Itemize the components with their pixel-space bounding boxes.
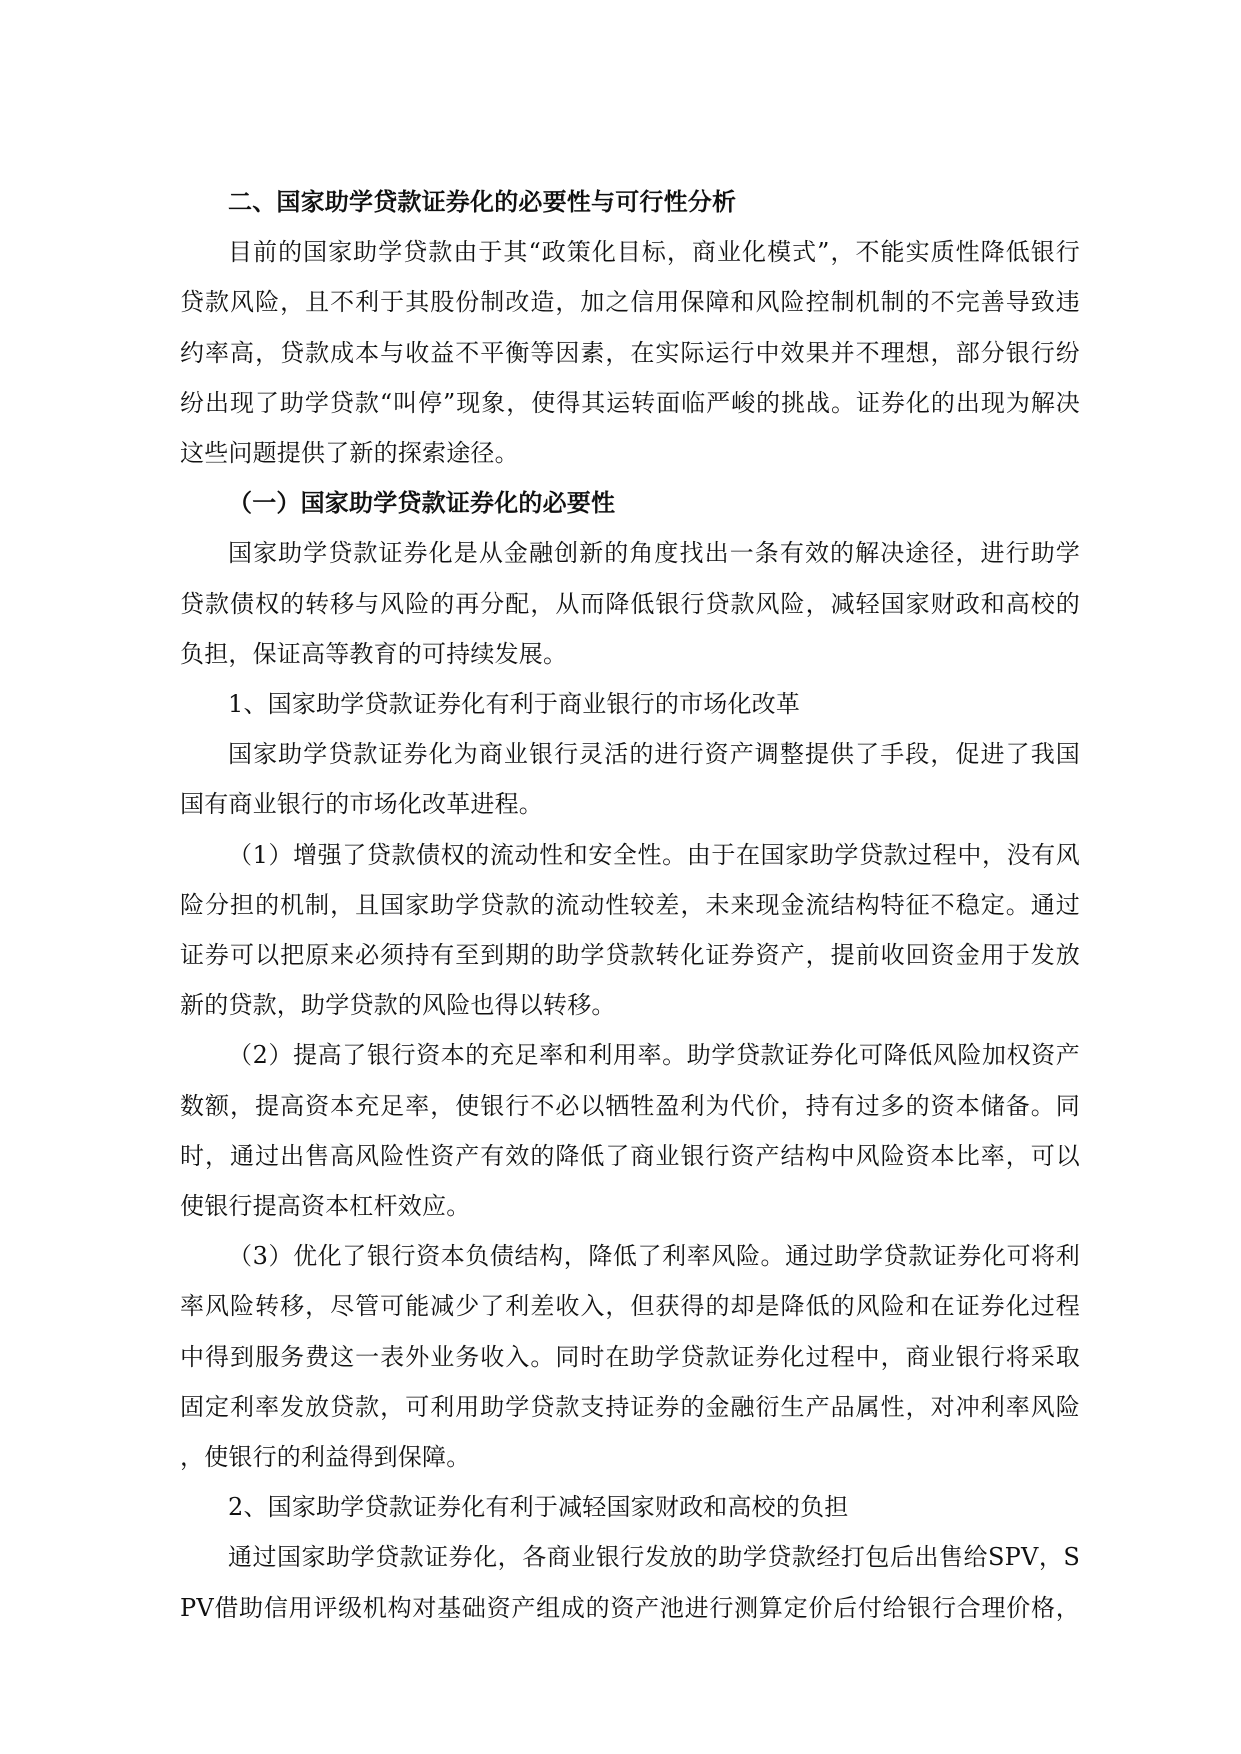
text-line-p3-2: 国有商业银行的市场化改革进程。 [180,790,543,818]
text-line-p4-3: 证券可以把原来必须持有至到期的助学贷款转化证券资产，提前收回资金用于发放 [180,941,1080,969]
text-line-p2-1: 国家助学贷款证券化是从金融创新的角度找出一条有效的解决途径，进行助学 [228,539,1080,567]
text-line-p3-1: 国家助学贷款证券化为商业银行灵活的进行资产调整提供了手段，促进了我国 [228,740,1080,768]
text-line-p6-4: 固定利率发放贷款，可利用助学贷款支持证券的金融衍生产品属性，对冲利率风险 [180,1393,1080,1421]
text-line-p4-1: （1）增强了贷款债权的流动性和安全性。由于在国家助学贷款过程中，没有风 [228,841,1080,869]
text-line-p4-2: 险分担的机制，且国家助学贷款的流动性较差，未来现金流结构特征不稳定。通过 [180,891,1080,919]
text-line-p4-4: 新的贷款，助学贷款的风险也得以转移。 [180,991,616,1019]
section-heading-h3: （一）国家助学贷款证券化的必要性 [228,488,616,517]
text-line-p5-1: （2）提高了银行资本的充足率和利用率。助学贷款证券化可降低风险加权资产 [228,1041,1080,1069]
text-line-p6-1: （3）优化了银行资本负债结构，降低了利率风险。通过助学贷款证券化可将利 [228,1242,1080,1270]
text-line-p1-1: 目前的国家助学贷款由于其“政策化目标，商业化模式”，不能实质性降低银行 [228,238,1080,266]
text-line-p5-4: 使银行提高资本杠杆效应。 [180,1192,471,1220]
text-line-p6-2: 率风险转移，尽管可能减少了利差收入，但获得的却是降低的风险和在证券化过程 [180,1292,1080,1320]
text-line-p7-1: 通过国家助学贷款证券化，各商业银行发放的助学贷款经打包后出售给SPV，S [228,1543,1080,1571]
text-line-p1-5: 这些问题提供了新的探索途径。 [180,439,519,467]
subsection-heading-s1: 1、国家助学贷款证券化有利于商业银行的市场化改革 [228,690,801,718]
text-line-p1-2: 贷款风险，且不利于其股份制改造，加之信用保障和风险控制机制的不完善导致违 [180,288,1080,316]
text-line-p6-5: ，使银行的利益得到保障。 [180,1443,471,1471]
subsection-heading-s2: 2、国家助学贷款证券化有利于减轻国家财政和高校的负担 [228,1493,849,1521]
section-heading-h2: 二、国家助学贷款证券化的必要性与可行性分析 [228,187,737,216]
text-line-p2-3: 负担，保证高等教育的可持续发展。 [180,640,568,668]
text-line-p1-3: 约率高，贷款成本与收益不平衡等因素，在实际运行中效果并不理想，部分银行纷 [180,339,1080,367]
text-line-p1-4: 纷出现了助学贷款“叫停”现象，使得其运转面临严峻的挑战。证券化的出现为解决 [180,389,1080,417]
text-line-p6-3: 中得到服务费这一表外业务收入。同时在助学贷款证券化过程中，商业银行将采取 [180,1343,1080,1371]
text-line-p5-2: 数额，提高资本充足率，使银行不必以牺牲盈利为代价，持有过多的资本储备。同 [180,1092,1080,1120]
text-line-p5-3: 时，通过出售高风险性资产有效的降低了商业银行资产结构中风险资本比率，可以 [180,1142,1080,1170]
text-line-p7-2: PV借助信用评级机构对基础资产组成的资产池进行测算定价后付给银行合理价格， [180,1594,1080,1622]
text-line-p2-2: 贷款债权的转移与风险的再分配，从而降低银行贷款风险，减轻国家财政和高校的 [180,590,1080,618]
